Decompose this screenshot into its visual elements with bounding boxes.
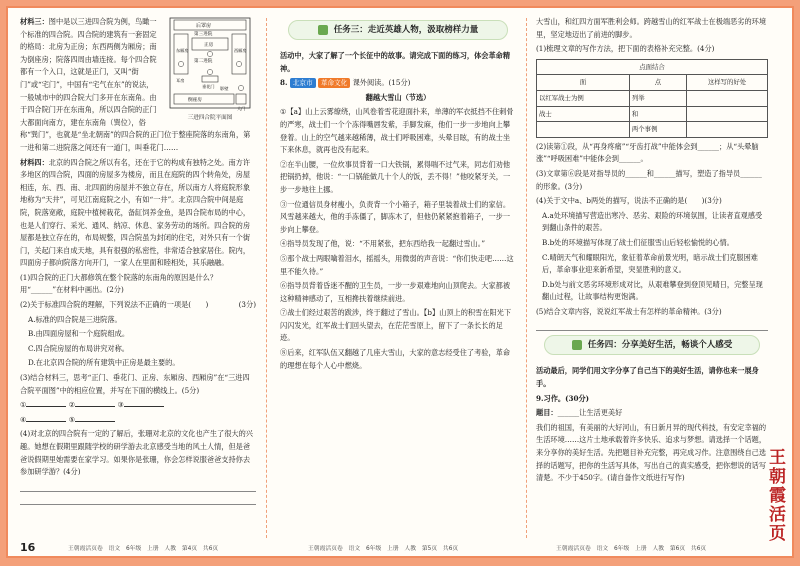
brand-logo: 王朝霞活页 bbox=[765, 448, 785, 543]
task-3-intro: 活动中，大家了解了一个长征中的故事。请完成下面的练习，体会革命精神。 bbox=[280, 51, 511, 73]
column-divider-1 bbox=[266, 18, 267, 538]
region-tag: 北京市 bbox=[290, 78, 316, 88]
essay-title[interactable]: ______让生活更美好 bbox=[557, 408, 623, 418]
plan-label-back: 后罩房 bbox=[196, 23, 212, 29]
q3-blank-5[interactable] bbox=[75, 414, 115, 422]
q3-blank-4[interactable] bbox=[26, 414, 66, 422]
q4-answer-line-2[interactable] bbox=[20, 494, 256, 505]
courtyard-plan-diagram bbox=[164, 16, 256, 112]
q4-option-b[interactable]: B.b处的环境描写体现了战士们征服雪山后轻松愉悦的心情。 bbox=[542, 237, 734, 247]
table-cell[interactable]: 列举 bbox=[629, 90, 686, 106]
table-cell: 战士 bbox=[537, 106, 630, 122]
material-3-text: 图中是以三进四合院为例，鸟瞰一个标准的四合院。四合院的建筑有一套固定的格局：北房为正房；东西两侧为厢房；南为倒座房；院落四周由墙连接。每个四合院都有一个入口，这就是正门，又叫“街门”或“宅门”，中国有“宅气在东”的说法，一般城市中的四合院大门多开在东南角。由于四合院门开在东南角，所以四合院的正门大都面向南方，建在东南角（巽位），俗称“巽门”，也就是“坐北朝南”的四合院的正门位于整座院落的东南角，第一进和第二进院落之间还有一道门，叫垂花门…… bbox=[20, 17, 251, 152]
question-1-4: (4)对北京的四合院有一定的了解后，张珊对北京的文化也产生了很大的兴趣。她想在假期里跟随学校的研学游去北京感受当地的风土人情，但是爸爸说假期里她需要在家学习。如果你是张珊，你会怎样说服爸爸支持你去参加研学游？(4分) bbox=[20, 429, 253, 477]
plan-label-screen: 影壁 bbox=[220, 86, 229, 91]
table-cell[interactable]: 两个事例 bbox=[629, 122, 686, 138]
table-group-header: 点面结合 bbox=[537, 59, 768, 75]
q2-option-c[interactable]: C.四合院房屋的布局讲究对称。 bbox=[28, 343, 129, 353]
flag-icon bbox=[572, 340, 582, 350]
q4-option-c[interactable]: C.晴朗天气和耀眼阳光，象征着革命前景光明，暗示战士们克服困难后，革命事业迎来新希望，突显胜利的意义。 bbox=[542, 252, 758, 275]
plan-label-west: 西厢房 bbox=[234, 48, 247, 53]
q5-answer-line[interactable] bbox=[536, 320, 768, 331]
footer-right: 王朝霞活页卷 语文 6年级 上册 人教 第6页 共6页 bbox=[556, 546, 707, 552]
plan-label-door: 大门 bbox=[237, 106, 246, 111]
table-cell: 以红军战士为例 bbox=[537, 90, 630, 106]
table-cell[interactable] bbox=[687, 90, 768, 106]
essay-prompt: 我们的祖国，有美丽的大好河山，有日新月异的现代科技，有安定幸福的生活环境……这片土地承载着许多快乐、追求与梦想。请选择一个话题，来分享你的美好生活。先把题目补充完整，再完成习作。注意围绕自己选择的话题写，把你的生活写具体，写出自己的真实感受，把你想说的话写清楚。不少于450字。(请自备作文纸进行写作) bbox=[536, 422, 767, 483]
story-para-8: ⑧后来，红军队伍又翻越了几座大雪山，大家的意志经受住了考验，革命的理想在每个人心中燃烧。 bbox=[280, 348, 511, 370]
question-8-2: (2)读第①段，从“再身疼痛”“牙齿打战”中能体会到______；从“头晕脑涨”“呼吸困难”中能体会到______。 bbox=[536, 141, 759, 164]
material-4-title: 材料四： bbox=[20, 157, 49, 167]
page-number: 16 bbox=[20, 541, 36, 554]
question-1-2: (2)关于标准四合院的理解，下列说法不正确的一项是( ) (3分) bbox=[20, 299, 256, 312]
q3-blank-3[interactable] bbox=[124, 399, 164, 407]
column-3 bbox=[536, 16, 768, 487]
writing-method-table bbox=[536, 59, 768, 138]
table-cell[interactable]: 和 bbox=[629, 106, 686, 122]
story-para-7: ⑦战士们经过艰苦的跋涉，终于翻过了雪山。【b】山顶上的积雪在阳光下闪闪发光，红军战士们回头望去，在茫茫雪原上，留下了一条长长的足迹。 bbox=[280, 308, 512, 343]
plan-label-main: 正房 bbox=[204, 43, 214, 48]
question-8-4: (4)关于文中a、b两处的描写，说法不正确的是( )(3分) bbox=[536, 196, 722, 206]
question-8-1: (1)梳理文章的写作方法，把下面的表格补充完整。(4分) bbox=[536, 44, 715, 54]
task-4-header: 任务四：分享美好生活，畅谈个人感受 bbox=[544, 335, 760, 355]
q4-option-d[interactable]: D.b处与前文恶劣环境形成对比，从艰难攀登到登顶见晴日，完整呈现翻山过程，让故事结构更饱满。 bbox=[542, 279, 763, 302]
story-title: 翻越大雪山（节选） bbox=[365, 92, 431, 102]
plan-label-third: 第三进院 bbox=[194, 32, 213, 37]
plan-label-ear: 耳房 bbox=[176, 78, 185, 83]
task-3-header: 任务三：走近英雄人物，汲取榜样力量 bbox=[288, 20, 508, 40]
story-para-3: ③一位通信员身材瘦小，负责背一个小箱子，箱子里装着战士们的家信。风雪越来越大，他的手冻僵了，脚冻木了，但他仍紧紧抱着箱子，一步一步向上攀登。 bbox=[280, 199, 511, 234]
topic-tag: 革命文化 bbox=[318, 78, 350, 88]
q3-blank-2[interactable] bbox=[75, 399, 115, 407]
story-ending: 大雪山，和红四方面军胜利会师。跨越雪山的红军战士在极端恶劣的环境里，坚定地迈出了前进的脚步。 bbox=[536, 17, 767, 39]
table-cell[interactable] bbox=[687, 106, 768, 122]
footer-middle: 王朝霞活页卷 语文 6年级 上册 人教 第5页 共6页 bbox=[308, 546, 459, 552]
table-header-cell: 点 bbox=[629, 75, 686, 91]
courtyard-plan-figure bbox=[164, 16, 256, 122]
table-cell[interactable] bbox=[687, 122, 768, 138]
material-3-title: 材料三： bbox=[20, 17, 49, 26]
footer-left: 王朝霞活页卷 语文 6年级 上册 人教 第4页 共6页 bbox=[68, 546, 219, 552]
task-4-intro: 活动最后，同学们用文字分享了自己当下的美好生活，请你也来一展身手。 bbox=[536, 366, 759, 389]
plan-label-east: 东厢房 bbox=[176, 48, 189, 53]
table-header-cell: 面 bbox=[537, 75, 630, 91]
table-cell bbox=[537, 122, 630, 138]
table-header-cell: 这样写的好处 bbox=[687, 75, 768, 91]
q3-blank-1[interactable] bbox=[26, 399, 66, 407]
question-1-2-score: (3分) bbox=[238, 300, 256, 310]
question-1-3: (3)结合材料三，思考“正门、垂花门、正房、东厢房、西厢房”在“三进四合院平面图”中的相应位置，并写在下面的横线上。(5分) bbox=[20, 373, 250, 395]
flag-icon bbox=[318, 25, 328, 35]
plan-label-front: 倒座房 bbox=[188, 98, 202, 103]
story-para-4: ④指导员发现了他，说：“不用紧张，把东西给我一起翻过雪山。” bbox=[280, 239, 486, 249]
plan-caption: 三进四合院平面图 bbox=[187, 115, 233, 121]
column-1 bbox=[20, 16, 256, 507]
story-para-5: ⑤那个战士两眼噙着泪水，摇摇头，用微弱的声音说：“你们快走吧……这里不能久待。” bbox=[280, 253, 514, 276]
plan-label-second: 第二进院 bbox=[194, 59, 213, 64]
story-para-6: ⑥指导员背着昏迷不醒的卫生员，一步一步艰难地向山顶爬去。大家都被这种精神感动了，互相搀扶着继续前进。 bbox=[280, 281, 511, 303]
essay-title-line: 题目：______让生活更美好 bbox=[536, 408, 623, 418]
plan-label-gate2: 垂花门 bbox=[202, 84, 215, 89]
q4-answer-line-1[interactable] bbox=[20, 481, 256, 492]
column-divider-2 bbox=[526, 18, 527, 538]
question-9: 9.习作。(30分) bbox=[536, 393, 590, 403]
question-1-1: (1)四合院的正门大都修筑在整个院落的东南角的原因是什么？用“______”在材料中画出。(2分) bbox=[20, 272, 218, 295]
q2-option-a[interactable]: A.标准的四合院是三进院落。 bbox=[28, 314, 122, 324]
q3-answer-row-2: ④ ⑤ bbox=[20, 414, 256, 427]
material-4-text: 北京的四合院之所以有名，还在于它的构成有独特之处。南方许多地区的四合院，四面的房屋多为楼房，而且在庭院的四个转角处，房屋相连，东、西、南、北四面的房屋并不独立存在，所以南方人将庭院形象地称为“天井”，可见江南庭院之小，有如“一井”。北京四合院中间是庭院，院落宽敞，庭院中植树栽花，备缸饲养金鱼，是四合院布局的中心，也是人们穿行、采光、通风、纳凉、休息、家务劳动的场所。四合院的房屋都是独立存在的，布局规整，四合院虽为封闭的住宅，对外只有一个街门，关起门来自成天地，具有很强的私密性，非常适合独家居住。院内，四面房子都向院落方向开门，一家人在里面和睦相处，其乐融融。 bbox=[20, 157, 251, 268]
column-2 bbox=[280, 16, 516, 374]
exam-sheet bbox=[6, 6, 794, 558]
story-para-2: ②在半山腰，一位炊事员背着一口大铁锅，累得喘不过气来，同志们劝他把锅扔掉，他说：“一口锅能做几十个人的饭，丢不得！”他咬紧牙关，一步一步地往上挪。 bbox=[280, 159, 511, 194]
material-4 bbox=[20, 157, 256, 270]
story-para-1: ①【a】山上云雾缭绕，山风卷着雪花迎面扑来，单薄的军衣抵挡不住刺骨的严寒，战士们一个个冻得嘴唇发紫，手脚发麻，他们一步一步地向上攀登着。山上的空气越来越稀薄，战士们呼吸困难，头晕目眩，有的战士坐下来休息，就再也没有起来。 bbox=[280, 107, 514, 155]
q3-answer-row-1: ① ② ③ bbox=[20, 399, 256, 412]
q2-option-b[interactable]: B.由四面房屋和一个庭院组成。 bbox=[28, 329, 130, 339]
q2-option-d[interactable]: D.在北京四合院的所有建筑中正房是最主要的。 bbox=[28, 358, 180, 368]
question-8-3: (3)文章第⑥段是对指导员的______和______描写，塑造了指导员______的形象。(3分) bbox=[536, 168, 762, 191]
question-8-5: (5)结合文章内容，说说红军战士有怎样的革命精神。(3分) bbox=[536, 306, 722, 316]
question-8-header: 8. 北京市 革命文化 课外阅读。(15分) bbox=[280, 78, 411, 88]
q4-option-a[interactable]: A.a处环境描写营造出寒冷、恶劣、艰险的环境氛围，让读者直观感受到翻山条件的艰苦。 bbox=[542, 210, 763, 233]
